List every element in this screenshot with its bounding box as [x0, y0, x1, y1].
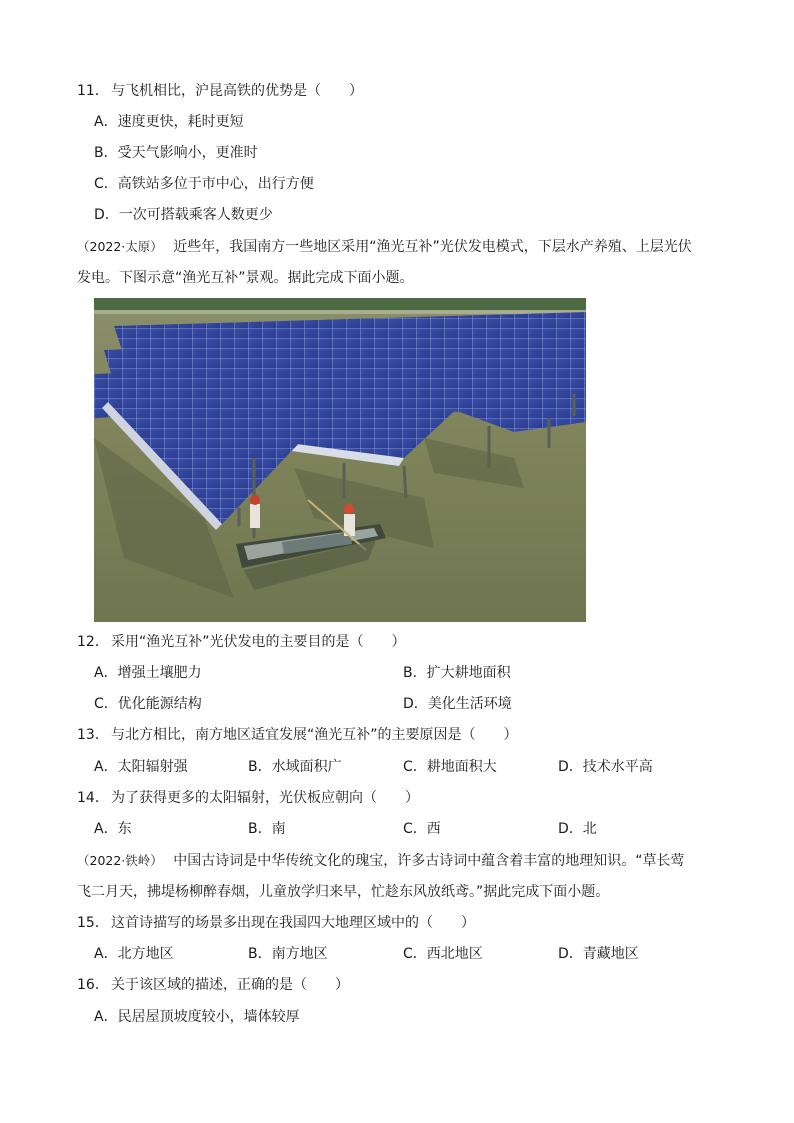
passage-source: （2022·太原）	[77, 239, 163, 254]
passage-1-line-1	[77, 237, 692, 257]
passage-text: 中国古诗词是中华传统文化的瑰宝，许多古诗词中蕴含着丰富的地理知识。“草长莺	[173, 853, 685, 869]
fishery-solar-photo	[94, 298, 586, 622]
option-c: C．耕地面积大	[403, 759, 497, 775]
option-a: A．东	[94, 821, 132, 837]
question-stem: 关于该区域的描述，正确的是（ ）	[111, 977, 349, 993]
option-b: B．水域面积广	[248, 759, 342, 775]
question-number: 11．	[77, 83, 109, 99]
question-stem: 为了获得更多的太阳辐射，光伏板应朝向（ ）	[111, 790, 419, 806]
option-d: D．北	[558, 821, 597, 837]
question-stem: 与飞机相比，沪昆高铁的优势是（ ）	[111, 83, 363, 99]
question-14	[77, 788, 419, 808]
option-b: B．扩大耕地面积	[403, 665, 511, 681]
option-d: D．青藏地区	[558, 946, 639, 962]
question-number: 16．	[77, 977, 109, 993]
option-d: D．技术水平高	[558, 759, 653, 775]
passage-1-line-2: 发电。下图示意“渔光互补”景观。据此完成下面小题。	[77, 270, 414, 286]
option-a: A．北方地区	[94, 946, 174, 962]
option-a: A．民居屋顶坡度较小，墙体较厚	[94, 1009, 300, 1025]
question-stem: 这首诗描写的场景多出现在我国四大地理区域中的（ ）	[111, 915, 475, 931]
question-stem: 与北方相比，南方地区适宜发展“渔光互补”的主要原因是（ ）	[111, 727, 518, 743]
question-number: 14．	[77, 790, 109, 806]
option-a: A．太阳辐射强	[94, 759, 188, 775]
passage-text: 近些年，我国南方一些地区采用“渔光互补”光伏发电模式，下层水产养殖、上层光伏	[173, 239, 692, 255]
question-16	[77, 975, 349, 995]
option-b: B．南方地区	[248, 946, 328, 962]
option-c: C．西	[403, 821, 441, 837]
option-a: A．速度更快，耗时更短	[94, 114, 244, 130]
option-c: C．优化能源结构	[94, 696, 202, 712]
option-c: C．西北地区	[403, 946, 483, 962]
option-d: D．美化生活环境	[403, 696, 512, 712]
question-13	[77, 725, 518, 745]
option-a: A．增强土壤肥力	[94, 665, 202, 681]
question-number: 15．	[77, 915, 109, 931]
question-number: 13．	[77, 727, 109, 743]
passage-2-line-2: 飞二月天，拂堤杨柳醉春烟，儿童放学归来早，忙趁东风放纸鸢。”据此完成下面小题。	[77, 884, 610, 900]
question-stem: 采用“渔光互补”光伏发电的主要目的是（ ）	[111, 634, 406, 650]
question-number: 12．	[77, 634, 109, 650]
option-b: B．南	[248, 821, 286, 837]
passage-source: （2022·铁岭）	[77, 853, 163, 868]
question-12	[77, 632, 406, 652]
question-11	[77, 81, 363, 101]
option-b: B．受天气影响小，更准时	[94, 145, 258, 161]
option-c: C．高铁站多位于市中心，出行方便	[94, 176, 314, 192]
passage-2-line-1	[77, 851, 685, 871]
option-d: D．一次可搭载乘客人数更少	[94, 207, 273, 223]
question-15	[77, 913, 475, 933]
